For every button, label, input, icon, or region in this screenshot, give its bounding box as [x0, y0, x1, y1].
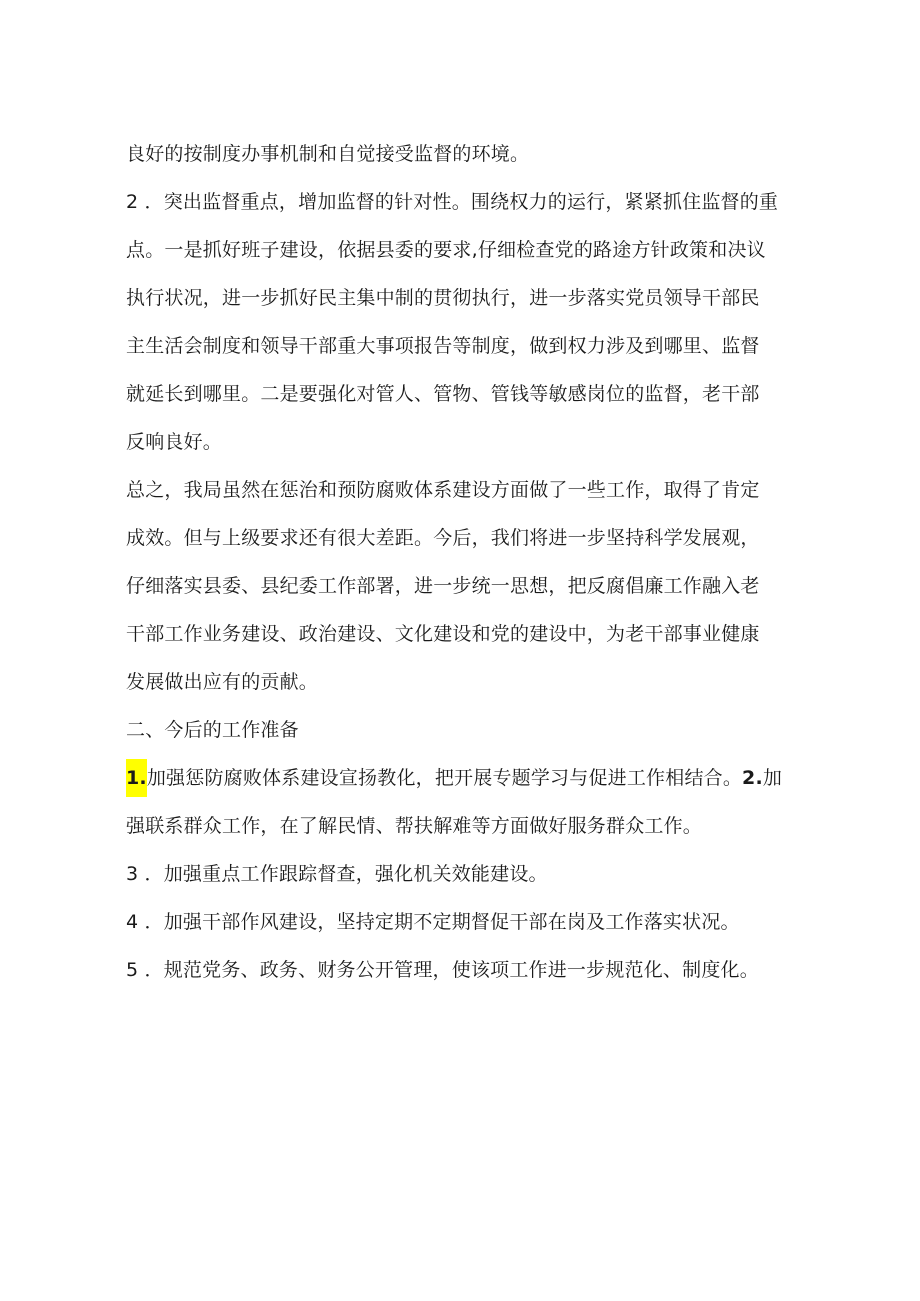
text-line-14 — [126, 765, 782, 797]
text-line-11: 干部工作业务建设、政治建设、文化建设和党的建设中，为老干部事业健康 — [126, 623, 760, 645]
text-line-4: 执行状况，进一步抓好民主集中制的贯彻执行，进一步落实党员领导干部民 — [126, 287, 760, 309]
text-line-14-part-a: 加强惩防腐败体系建设宣扬教化，把开展专题学习与促进工作相结合。 — [146, 767, 743, 789]
text-line-18: 5 ．规范党务、政务、财务公开管理，使该项工作进一步规范化、制度化。 — [126, 959, 759, 981]
text-line-15: 强联系群众工作，在了解民情、帮扶解难等方面做好服务群众工作。 — [126, 815, 703, 837]
text-line-16: 3 ．加强重点工作跟踪督查，强化机关效能建设。 — [126, 863, 548, 885]
text-line-1: 良好的按制度办事机制和自觉接受监督的环境。 — [126, 143, 530, 165]
section-heading: 二、今后的工作准备 — [126, 719, 299, 741]
text-line-9: 成效。但与上级要求还有很大差距。今后，我们将进一步坚持科学发展观， — [126, 527, 760, 549]
text-line-17: 4 ．加强干部作风建设，坚持定期不定期督促干部在岗及工作落实状况。 — [126, 911, 740, 933]
item-number-2: 2. — [742, 767, 763, 789]
text-line-12: 发展做出应有的贡献。 — [126, 671, 319, 693]
text-line-2: 2 ．突出监督重点，增加监督的针对性。围绕权力的运行，紧紧抓住监督的重 — [126, 191, 779, 213]
text-line-10: 仔细落实县委、县纪委工作部署，进一步统一思想，把反腐倡廉工作融入老 — [126, 575, 760, 597]
text-line-8: 总之，我局虽然在惩治和预防腐败体系建设方面做了一些工作，取得了肯定 — [126, 479, 760, 501]
highlighted-number: 1. — [126, 759, 147, 797]
text-line-5: 主生活会制度和领导干部重大事项报告等制度，做到权力涉及到哪里、监督 — [126, 335, 760, 357]
text-line-14-part-b: 加 — [762, 767, 783, 789]
text-line-6: 就延长到哪里。二是要强化对管人、管物、管钱等敏感岗位的监督，老干部 — [126, 383, 760, 405]
text-line-3: 点。一是抓好班子建设，依据县委的要求,仔细检查党的路途方针政策和决议 — [126, 239, 766, 261]
text-line-7: 反响良好。 — [126, 431, 223, 453]
